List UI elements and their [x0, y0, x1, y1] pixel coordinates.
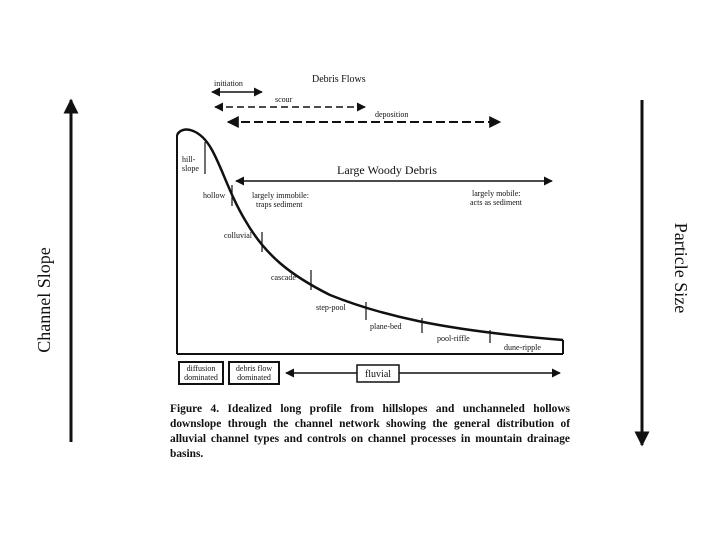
dune-ripple-label: dune-ripple — [504, 343, 541, 352]
scour-label: scour — [275, 95, 293, 104]
figure-caption: Figure 4. Idealized long profile from hillslopes and unchanneled hollows downslope through the channel network showing the general distribution of alluvial channel types and controls on channel processes in mountain drainage basins. — [170, 403, 570, 460]
diffusion-label-line2: dominated — [184, 373, 218, 382]
step-pool-label: step-pool — [316, 303, 346, 312]
immobile-label-line2: traps sediment — [256, 200, 303, 209]
pool-riffle-label: pool-riffle — [437, 334, 470, 343]
hillslope-label-line1: hill- — [182, 155, 196, 164]
deposition-label: deposition — [375, 110, 409, 119]
initiation-label: initiation — [214, 79, 243, 88]
debris-flow-label-line2: dominated — [237, 373, 271, 382]
large-woody-debris-title: Large Woody Debris — [337, 163, 437, 177]
immobile-label-line1: largely immobile: — [252, 191, 309, 200]
channel-slope-label: Channel Slope — [34, 247, 54, 353]
debris-flow-label-line1: debris flow — [235, 364, 273, 373]
cascade-label: cascade — [271, 273, 296, 282]
hollow-label: hollow — [203, 191, 226, 200]
diffusion-label-line1: diffusion — [186, 364, 216, 373]
mobile-label-line2: acts as sediment — [470, 198, 522, 207]
fluvial-label: fluvial — [364, 369, 392, 380]
hillslope-label-line2: slope — [182, 164, 199, 173]
colluvial-label: colluvial — [224, 231, 252, 240]
particle-size-label: Particle Size — [671, 222, 691, 314]
plane-bed-label: plane-bed — [370, 322, 402, 331]
mobile-label-line1: largely mobile: — [472, 189, 521, 198]
debris-flows-title: Debris Flows — [312, 74, 366, 85]
